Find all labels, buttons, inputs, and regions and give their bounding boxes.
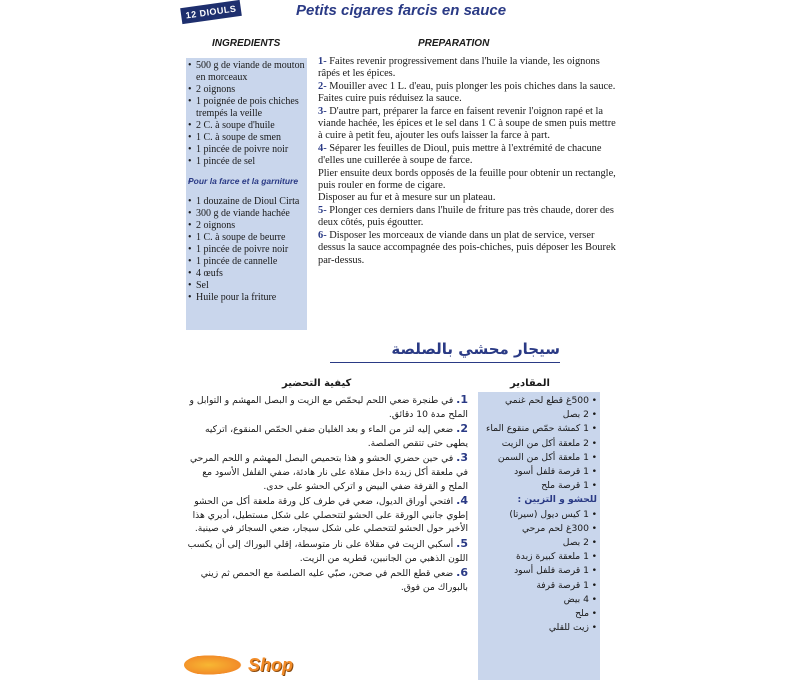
step-text: Plier ensuite deux bords opposés de la feuille pour obtenir un rectangle, puis rouler en forme de cigare. [318,167,616,192]
ingredient-item-ar: • 4 بيض [481,593,597,607]
step-text: Disposer les morceaux de viande dans un plat de service, verser dessus la sauce accompagnée des pois-chiches, puis déposer les Bourek par-dessus. [318,229,616,266]
preparation-heading: PREPARATION [418,38,490,49]
ingredient-item: • 300 g de viande hachée [188,208,306,220]
ingredient-item: • 2 oignons [188,220,306,232]
step-number: 6- [318,229,327,241]
step-number: 5. [456,536,468,550]
step-number: 1- [318,56,327,67]
step-text: Disposer au fur et à mesure sur un plateau. [318,192,496,204]
ingredient-item-ar: • 1 ملعقة أكل من السمن [481,451,597,465]
preparation-step [318,106,616,143]
ingredient-item: • Sel [188,280,306,292]
step-text: Faites cuire puis réduisez la sauce. [318,93,462,105]
step-text: Séparer les feuilles de Dioul, puis mettre à l'extrémité de chacune d'elles une cuillerée à soupe de farce. [318,142,602,167]
preparation-step [318,56,616,81]
preparation-step [318,81,616,93]
preparation-step [182,451,468,493]
shop-swirl-icon [184,654,246,676]
step-text: في حين حضري الحشو و هذا بتحميص البصل المهشم و اللحم المرحي في ملعقة أكل زبدة داخل مقلاة على نار هادئة، ضفي الفلفل الأسود مع الملح و القرفة ضفي البيض و اتركي الحشو على حدى. [190,453,468,492]
preparation-step [318,168,616,193]
ingredient-subheading-ar: للحشو و التزيين : [517,494,597,506]
preparation-step [182,537,468,565]
ingredient-item: • 1 pincée de poivre noir [188,144,306,156]
ingredient-item: • 1 pincée de cannelle [188,256,306,268]
step-text: افتحي أوراق الديول، ضعي في طرف كل ورقة ملعقة أكل من الحشو إطوي جانبي الورقة على الحشو لتتحصلي على شكل مستطيل، أديري هذا الأخير حول الحشو لتتحصلي على شكل سيجار، ضعي السجائر في صينية. [192,496,468,535]
step-text: Plonger ces derniers dans l'huile de friture pas très chaude, dorer des deux côtés, puis égoutter. [318,204,614,229]
preparation-text-ar [182,393,468,595]
step-text: D'autre part, préparer la farce en faisent revenir l'oignon rapé et la viande hachée, les épices et le sel dans 1 C à soupe de smen puis mettre à cuire à petit feu, ajouter les oufs laisser la farce à part. [318,105,616,142]
preparation-step [182,393,468,421]
preparation-step [182,494,468,536]
ingredient-item-ar: • 1 كيس ديول (سيرتا) [481,508,597,522]
step-number: 4. [456,494,468,508]
ingredients-heading: INGREDIENTS [212,38,281,49]
step-text: Mouiller avec 1 L. d'eau, puis plonger les pois chiches dans la sauce. [326,80,616,92]
step-number: 3- [318,105,327,117]
title-underline [330,362,560,363]
ingredient-item-ar: • 1 كمشة حمّص منقوع الماء [481,422,597,436]
ingredient-item-ar: • 2 بصل [481,536,597,550]
brand-tag: 12 DIOULS CIRTA [180,0,242,24]
ingredient-item-ar: • 1 ملعقة كبيرة زبدة [481,550,597,564]
step-text: ضعي قطع اللحم في صحن، صبّي عليه الصلصة مع الحمص ثم زيني بالبوراك من فوق. [200,568,468,593]
ingredient-item-ar: • 500غ قطع لحم غنمي [481,394,597,408]
step-number: 2- [318,80,327,92]
step-number: 5- [318,204,327,216]
preparation-step [318,93,616,105]
ingredient-item-ar: • 2 بصل [481,408,597,422]
preparation-text-fr [318,56,616,267]
ingredient-item: • 2 oignons [188,84,306,96]
ingredients-list-ar [481,394,597,635]
ingredient-item: • 1 poignée de pois chiches trempés la veille [188,96,306,120]
ingredient-item-ar: • 1 قرصة قرفة [481,579,597,593]
preparation-step [318,192,616,204]
ingredient-item-ar: • ملح [481,607,597,621]
ingredients-heading-ar: المقادير [510,378,550,389]
step-number: 6. [456,566,468,580]
ingredient-item: • Huile pour la friture [188,292,306,304]
ingredient-item-ar: • 1 قرصة فلفل أسود [481,465,597,479]
step-text: Faites revenir progressivement dans l'huile la viande, les oignons râpés et les épices. [318,56,600,80]
ingredient-item: • 1 C. à soupe de smen [188,132,306,144]
ingredient-item: • 1 pincée de sel [188,156,306,168]
ingredient-item-ar: • 1 قرصة ملح [481,479,597,493]
step-text: ضعي إليه لتر من الماء و بعد الغليان ضفي الحمّص المنقوع، اتركيه يطهى حتى تتقص الصلصة. [204,424,468,449]
ingredient-item-ar: • 2 ملعقة أكل من الزيت [481,437,597,451]
preparation-step [318,205,616,230]
step-number: 3. [456,451,468,465]
recipe-title-fr: Petits cigares farcis en sauce [296,2,507,19]
ingredient-subheading: • Pour la farce et la garniture [188,176,306,186]
preparation-step [182,566,468,594]
step-number: 4- [318,142,327,154]
preparation-step [182,422,468,450]
step-number: 1. [456,393,468,406]
shop-logo-text: Shop [248,654,293,675]
step-number: 2. [456,422,468,436]
ingredient-item: • 500 g de viande de mouton en morceaux [188,60,306,84]
ingredient-item: • 1 douzaine de Dioul Cirta [188,196,306,208]
step-text: أسكبي الزيت في مقلاة على نار متوسطة، إقلي البوراك إلى أن يكسب اللون الذهبي من الجانبين، قطريه من الزيت. [187,538,468,564]
preparation-heading-ar: كيفية التحضير [282,378,352,389]
ingredient-item: • 1 C. à soupe de beurre [188,232,306,244]
step-text: في طنجرة ضعي اللحم ليحمّص مع الزيت و البصل المهشم و التوابل و الملح مدة 10 دقائق. [189,395,468,420]
preparation-step [318,143,616,168]
ingredient-item: • 1 pincée de poivre noir [188,244,306,256]
recipe-title-ar: سيجار محشي بالصلصة [391,340,560,358]
ingredient-item-ar: • 1 قرصة فلفل أسود [481,564,597,578]
preparation-step [318,230,616,267]
shop-logo[interactable] [184,652,293,678]
ingredient-item: • 4 œufs [188,268,306,280]
ingredient-item: • 2 C. à soupe d'huile [188,120,306,132]
ingredient-item-ar: • زيت للقلي [481,621,597,635]
ingredient-item-ar: • 300غ لحم مرحي [481,522,597,536]
ingredients-list-fr [188,60,306,304]
